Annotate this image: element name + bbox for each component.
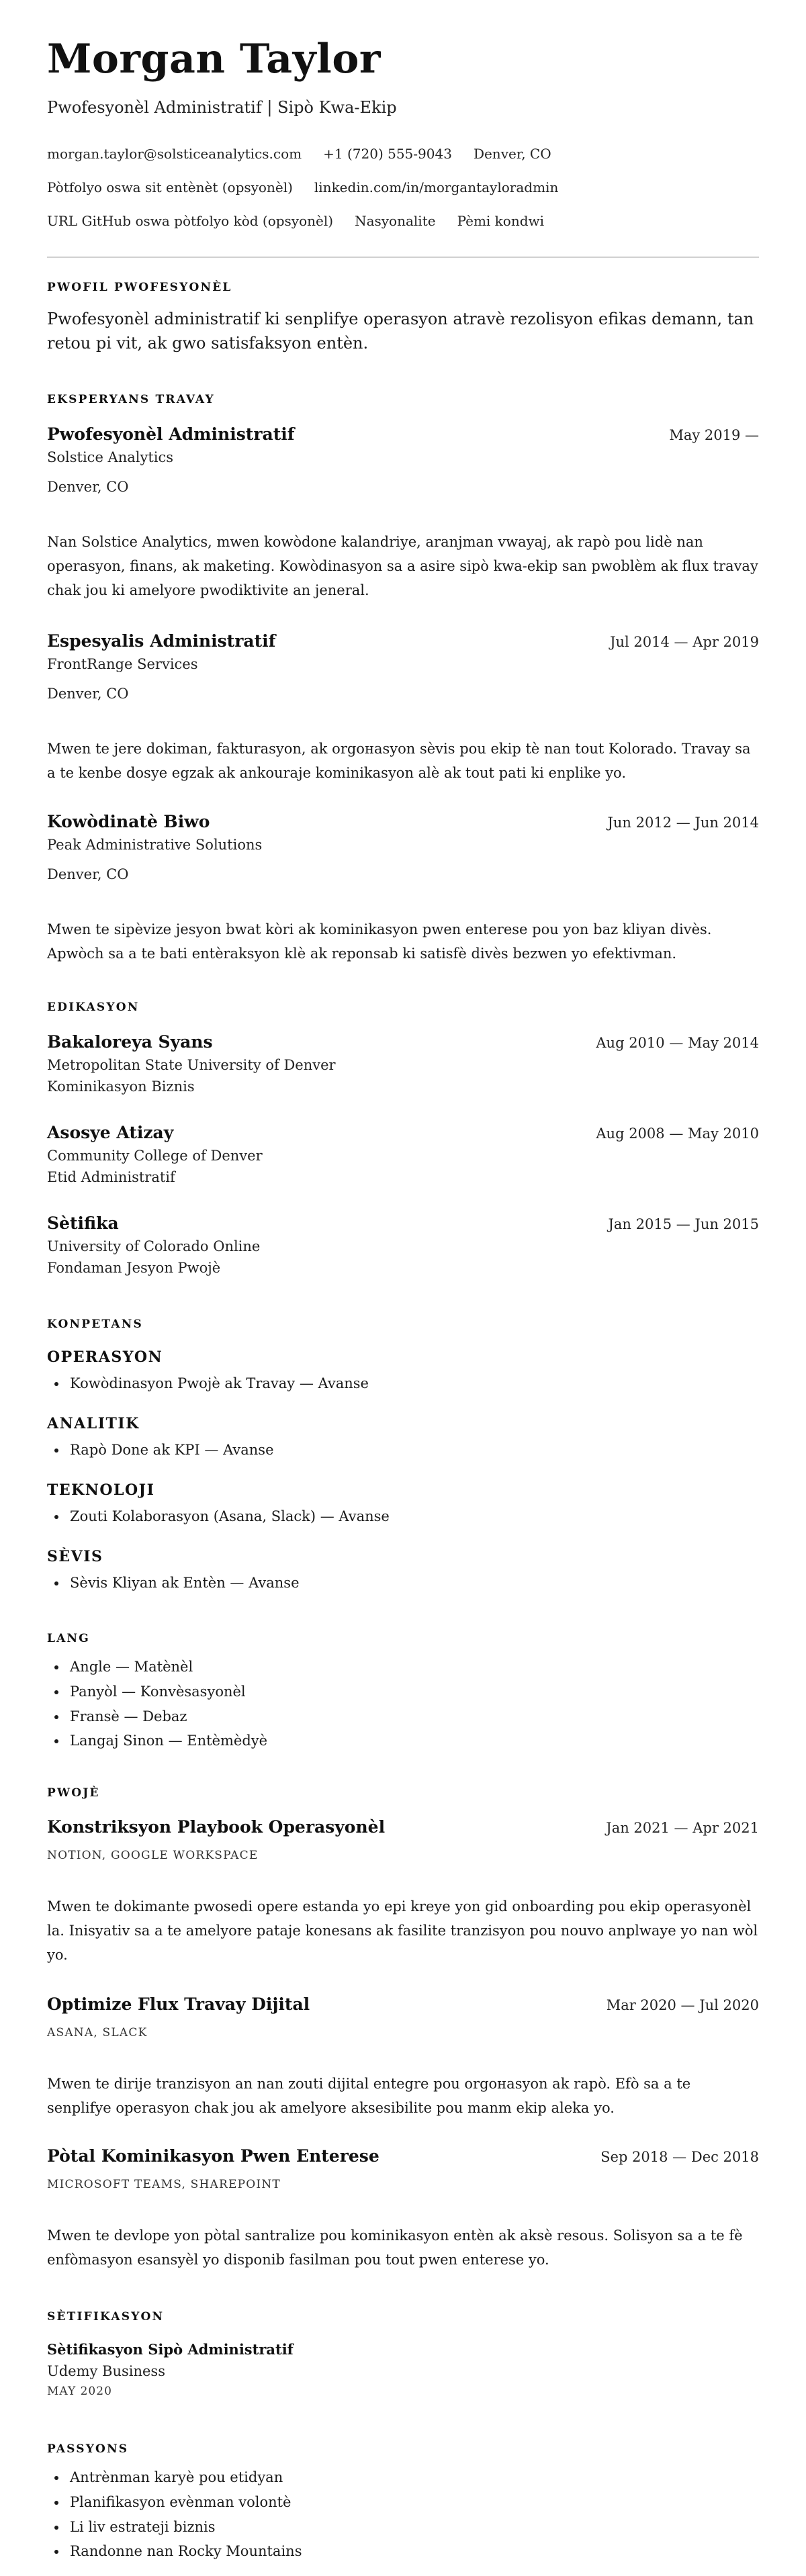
job-description: Nan Solstice Analytics, mwen kowòdone kalandriye, aranjman vwayaj, ak rapò pou lidè nan operasyon, finans, ak maketing. Kowòdinasyon sa a asire sipò kwa-ekip san pwoblèm ak flux travay chak jou ki amelyore pwodiktivite an jeneral. (47, 534, 758, 599)
education-heading: EDIKASYON (47, 1001, 140, 1014)
hobby-item: • Antrènman karyè pou etidyan (67, 2465, 759, 2490)
experience-item (47, 812, 759, 966)
hobby-list (47, 2465, 759, 2564)
skill-item: • Sèvis Kliyan ak Entèn — Avanse (67, 1571, 759, 1596)
project-title: Optimize Flux Travay Dijital (47, 1994, 310, 2014)
project-date: Jan 2021 — Apr 2021 (606, 1820, 759, 1836)
languages-heading: LANG (47, 1632, 91, 1645)
summary-text: Pwofesyonèl administratif ki senplifye operasyon atravè rezolisyon efikas demann, tan retou pi vit, ak gwo satisfaksyon entèn. (47, 310, 754, 353)
project-description: Mwen te dirije tranzisyon an nan zouti dijital entegre pou orgонasyon ak rapò. Efò sa a te senplifye operasyon chak jou ak amelyore aksesibilite pou manm ekip aleka yo. (47, 2076, 691, 2117)
certification-issuer: Udemy Business (47, 2363, 165, 2379)
degree-title: Asosye Atizay (47, 1123, 174, 1142)
project-description: Mwen te devlope yon pòtal santralize pou kominikasyon entèn ak aksè resous. Solisyon sa a te fè enfòmasyon esansyèl yo disponib fasilman pou tout pwen enterese yo. (47, 2227, 743, 2268)
project-tech: ASANA, SLACK (47, 2026, 148, 2039)
project-item (47, 1994, 759, 2120)
skill-group-name: ANALITIK (47, 1415, 140, 1432)
contact-location: Denver, CO (473, 146, 551, 162)
contact-driving-license: Pèmi kondwi (457, 213, 545, 229)
experience-item (47, 631, 759, 785)
language-item: • Fransè — Debaz (67, 1704, 759, 1729)
skill-list (47, 1371, 759, 1396)
project-description: Mwen te dokimante pwosedi opere estanda yo epi kreye yon gid onboarding pou ekip operasyonèl la. Inisyativ sa a te amelyore pataje konesans ak fasilite tranzisyon pou nouvo anplwaye yo nan wòl yo. (47, 1898, 758, 1964)
education-item (47, 1213, 759, 1276)
job-description: Mwen te jere dokiman, fakturasyon, ak orgонasyon sèvis pou ekip tè nan tout Kolorado. Travay sa a te kenbe dosye egzak ak ankouraje kominikasyon alè ak tout pati ki enplike yo. (47, 741, 751, 782)
contact-info (47, 137, 759, 238)
contact-linkedin[interactable]: linkedin.com/in/morgantayloradmin (314, 179, 559, 195)
degree-school: University of Colorado Online (47, 1238, 261, 1254)
education-item (47, 1123, 759, 1185)
project-date: Mar 2020 — Jul 2020 (606, 1997, 759, 2013)
skill-list (47, 1504, 759, 1529)
skill-group-name: SÈVIS (47, 1548, 103, 1565)
degree-date: Aug 2008 — May 2010 (596, 1125, 759, 1142)
summary-heading: PWOFIL PWOFESYONÈL (47, 281, 232, 294)
contact-github[interactable]: URL GitHub oswa pòtfolyo kòd (opsyonèl) (47, 213, 334, 229)
degree-date: Jan 2015 — Jun 2015 (608, 1216, 759, 1232)
hobbies-section (47, 2465, 759, 2564)
certification-item (47, 2341, 759, 2398)
project-date: Sep 2018 — Dec 2018 (600, 2149, 759, 2165)
degree-field: Etid Administratif (47, 1169, 175, 1185)
skill-group (47, 1348, 759, 1396)
resume-header (47, 36, 759, 238)
degree-school: Metropolitan State University of Denver (47, 1057, 336, 1073)
job-date: May 2019 — (669, 427, 759, 443)
job-company: Solstice Analytics (47, 449, 174, 465)
project-tech: MICROSOFT TEAMS, SHAREPOINT (47, 2178, 281, 2191)
contact-row-1 (47, 137, 759, 171)
degree-title: Bakaloreya Syans (47, 1032, 213, 1052)
language-list (47, 1655, 759, 1753)
degree-title: Sètifika (47, 1213, 119, 1233)
language-item: • Angle — Matènèl (67, 1655, 759, 1680)
skill-group (47, 1548, 759, 1596)
skill-group (47, 1415, 759, 1463)
job-description: Mwen te sipèvize jesyon bwat kòri ak kominikasyon pwen enterese pou yon baz kliyan divès. Apwòch sa a te bati entèraksyon klè ak reponsab ki satisfè divès bezwen yo efektivman. (47, 921, 712, 962)
skill-list (47, 1438, 759, 1463)
candidate-subtitle: Pwofesyonèl Administratif | Sipò Kwa-Ekip (47, 98, 397, 117)
contact-row-3 (47, 204, 759, 238)
job-location: Denver, CO (47, 866, 129, 882)
degree-school: Community College of Denver (47, 1148, 263, 1164)
job-title: Espesyalis Administratif (47, 631, 276, 651)
certifications-heading: SÈTIFIKASYON (47, 2310, 165, 2324)
job-location: Denver, CO (47, 479, 129, 495)
contact-row-2 (47, 171, 759, 204)
skill-item: • Kowòdinasyon Pwojè ak Travay — Avanse (67, 1371, 759, 1396)
project-item (47, 1817, 759, 1967)
job-company: Peak Administrative Solutions (47, 837, 263, 853)
hobby-item: • Li liv estrateji biznis (67, 2515, 759, 2540)
skill-list (47, 1571, 759, 1596)
skill-group-name: TEKNOLOJI (47, 1481, 155, 1499)
contact-email[interactable]: morgan.taylor@solsticeanalytics.com (47, 146, 302, 162)
certification-title: Sètifikasyon Sipò Administratif (47, 2341, 294, 2358)
degree-date: Aug 2010 — May 2014 (596, 1035, 759, 1051)
skill-item: • Zouti Kolaborasyon (Asana, Slack) — Avanse (67, 1504, 759, 1529)
candidate-name: Morgan Taylor (47, 36, 381, 83)
skill-item: • Rapò Done ak KPI — Avanse (67, 1438, 759, 1463)
degree-field: Kominikasyon Biznis (47, 1078, 195, 1095)
job-date: Jun 2012 — Jun 2014 (607, 815, 759, 831)
languages-section (47, 1655, 759, 1753)
contact-phone[interactable]: +1 (720) 555-9043 (323, 146, 452, 162)
education-item (47, 1032, 759, 1095)
job-date: Jul 2014 — Apr 2019 (610, 634, 759, 650)
job-company: FrontRange Services (47, 656, 198, 672)
experience-heading: EKSPERYANS TRAVAY (47, 393, 215, 406)
experience-item (47, 424, 759, 602)
degree-field: Fondaman Jesyon Pwojè (47, 1260, 221, 1276)
skill-group (47, 1481, 759, 1529)
hobbies-heading: PASSYONS (47, 2442, 129, 2456)
job-location: Denver, CO (47, 686, 129, 702)
certification-date: MAY 2020 (47, 2385, 112, 2398)
skill-group-name: OPERASYON (47, 1348, 163, 1366)
project-tech: NOTION, GOOGLE WORKSPACE (47, 1849, 259, 1862)
project-title: Konstriksyon Playbook Operasyonèl (47, 1817, 386, 1837)
project-title: Pòtal Kominikasyon Pwen Enterese (47, 2146, 379, 2166)
job-title: Pwofesyonèl Administratif (47, 424, 295, 444)
header-divider (47, 257, 759, 258)
language-item: • Langaj Sinon — Entèmèdyè (67, 1729, 759, 1753)
skills-heading: KONPETANS (47, 1318, 143, 1331)
language-item: • Panyòl — Konvèsasyonèl (67, 1680, 759, 1704)
hobby-item: • Randonne nan Rocky Mountains (67, 2539, 759, 2564)
contact-nationality: Nasyonalite (355, 213, 436, 229)
project-item (47, 2146, 759, 2272)
contact-portfolio[interactable]: Pòtfolyo oswa sit entènèt (opsyonèl) (47, 179, 293, 195)
summary-section (47, 281, 759, 355)
job-title: Kowòdinatè Biwo (47, 812, 210, 831)
projects-heading: PWOJÈ (47, 1786, 100, 1800)
hobby-item: • Planifikasyon evènman volontè (67, 2490, 759, 2515)
